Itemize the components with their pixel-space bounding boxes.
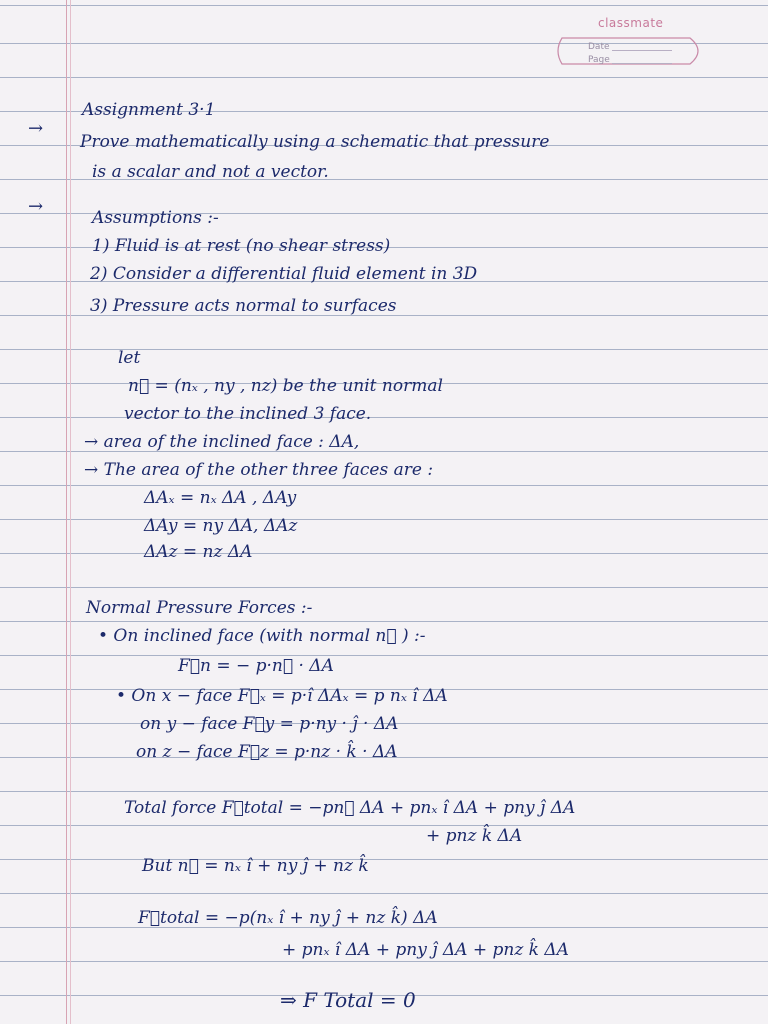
- assumption-1: 1) Fluid is at rest (no shear stress): [92, 236, 391, 256]
- date-label: Date: [588, 42, 610, 52]
- area-other-faces: → The area of the other three faces are :: [84, 460, 434, 480]
- normal-vector-expansion: But n⃗ = nₓ î + ny ĵ + nz k̂: [142, 856, 369, 876]
- page-label: Page: [588, 55, 610, 65]
- margin-line: [70, 0, 71, 1024]
- arrow-icon: →: [28, 118, 44, 139]
- force-y-face: on y − face F⃗y = p·ny · ĵ · ΔA: [140, 714, 399, 734]
- final-result: ⇒ F Total = 0: [280, 988, 416, 1012]
- area-y-face: ΔAy = ny ΔA, ΔAz: [144, 516, 298, 536]
- brand-logo-text: classmate: [598, 16, 664, 30]
- force-inclined-face: F⃗n = − p·n⃗ · ΔA: [178, 656, 334, 676]
- total-force-expanded-2: + pnₓ î ΔA + pny ĵ ΔA + pnz k̂ ΔA: [282, 940, 569, 960]
- assumption-3: 3) Pressure acts normal to surfaces: [90, 296, 397, 316]
- total-force-line-2: + pnz k̂ ΔA: [426, 826, 523, 846]
- date-underline: [612, 50, 672, 51]
- arrow-icon: →: [28, 196, 44, 217]
- date-page-box: [550, 30, 710, 72]
- area-z-face: ΔAz = nz ΔA: [144, 542, 253, 562]
- area-inclined-face: → area of the inclined face : ΔA,: [84, 432, 360, 452]
- page-underline: [612, 63, 672, 64]
- inclined-face-heading: • On inclined face (with normal n⃗ ) :-: [98, 626, 426, 646]
- area-x-face: ΔAₓ = nₓ ΔA , ΔAy: [144, 488, 297, 508]
- margin-line: [66, 0, 67, 1024]
- assumption-2: 2) Consider a differential fluid element in 3D: [90, 264, 478, 284]
- let-text: let: [118, 348, 141, 368]
- force-x-face: • On x − face F⃗ₓ = p·î ΔAₓ = p nₓ î ΔA: [116, 686, 448, 706]
- assignment-title: Assignment 3·1: [82, 100, 216, 120]
- date-box-outline: [550, 30, 710, 72]
- normal-pressure-heading: Normal Pressure Forces :-: [86, 598, 313, 618]
- question-line-1: Prove mathematically using a schematic that pressure: [80, 132, 550, 152]
- total-force-line-1: Total force F⃗total = −pn⃗ ΔA + pnₓ î ΔA + pny ĵ ΔA: [124, 798, 576, 818]
- assumptions-heading: Assumptions :-: [92, 208, 219, 228]
- force-z-face: on z − face F⃗z = p·nz · k̂ · ΔA: [136, 742, 398, 762]
- normal-vector-definition-2: vector to the inclined 3 face.: [124, 404, 372, 424]
- normal-vector-definition: n⃗ = (nₓ , ny , nz) be the unit normal: [128, 376, 443, 396]
- total-force-expanded-1: F⃗total = −p(nₓ î + ny ĵ + nz k̂) ΔA: [138, 908, 438, 928]
- question-line-2: is a scalar and not a vector.: [92, 162, 329, 182]
